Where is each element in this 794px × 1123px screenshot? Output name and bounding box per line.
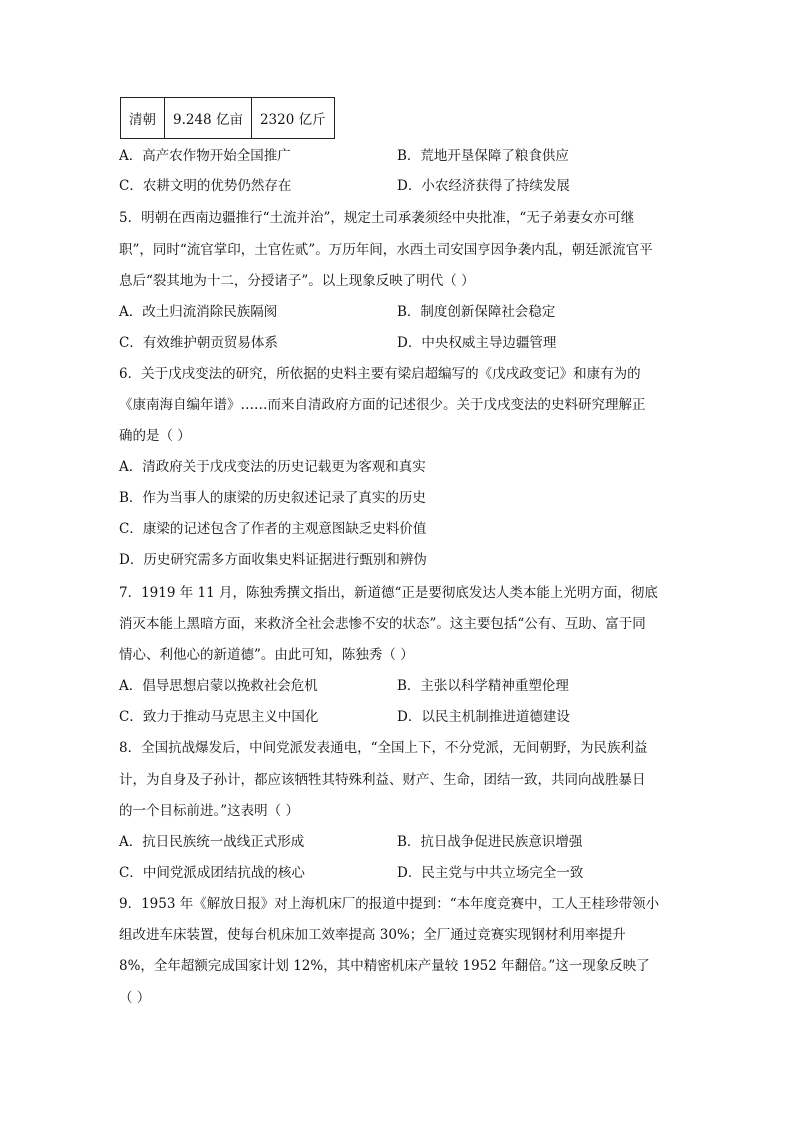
q6-stem-line-1: 6．关于戊戌变法的研究，所依据的史料主要有梁启超编写的《戊戌政变记》和康有为的 xyxy=(119,366,641,382)
q7-option-c: C．致力于推动马克思主义中国化 xyxy=(119,709,319,725)
q6-option-c: C．康梁的记述包含了作者的主观意图缺乏史料价值 xyxy=(119,521,427,537)
q6-stem-line-2: 《康南海自编年谱》……而来自清政府方面的记述很少。关于戊戌变法的史料研究理解正 xyxy=(119,397,646,413)
q5-stem-line-3: 息后“裂其地为十二，分授诸子”。以上现象反映了明代（ ） xyxy=(119,273,475,289)
q4-option-a: A．高产农作物开始全国推广 xyxy=(119,148,291,164)
q5-option-c: C．有效维护朝贡贸易体系 xyxy=(119,335,278,351)
q8-option-d: D．民主党与中共立场完全一致 xyxy=(397,865,584,881)
q7-stem-line-2: 消灭本能上黑暗方面，来救济全社会悲惨不安的状态”。这主要包括“公有、互助、富于同 xyxy=(119,616,646,632)
q7-option-a: A．倡导思想启蒙以挽救社会危机 xyxy=(119,678,318,694)
q8-option-a: A．抗日民族统一战线正式形成 xyxy=(119,834,305,850)
q6-option-b: B．作为当事人的康梁的历史叙述记录了真实的历史 xyxy=(119,490,426,506)
q7-option-b: B．主张以科学精神重塑伦理 xyxy=(397,678,569,694)
q9-stem-line-2: 组改进车床装置，使每台机床加工效率提高 30%；全厂通过竞赛实现钢材利用率提升 xyxy=(119,927,626,943)
q7-option-d: D．以民主机制推进道德建设 xyxy=(397,709,570,725)
table-cell-yield: 2320 亿斤 xyxy=(251,98,334,139)
data-table xyxy=(120,97,335,139)
q4-option-d: D．小农经济获得了持续发展 xyxy=(397,178,570,194)
q6-option-d: D．历史研究需多方面收集史料证据进行甄别和辨伪 xyxy=(119,552,427,568)
table-cell-dynasty: 清朝 xyxy=(121,98,165,139)
q6-option-a: A．清政府关于戊戌变法的历史记载更为客观和真实 xyxy=(119,459,426,475)
q4-option-b: B．荒地开垦保障了粮食供应 xyxy=(397,148,569,164)
table-row xyxy=(121,98,335,139)
q5-option-b: B．制度创新保障社会稳定 xyxy=(397,304,556,320)
q9-stem-line-1: 9．1953 年《解放日报》对上海机床厂的报道中提到：“本年度竞赛中，工人王桂珍带领小 xyxy=(119,896,660,912)
q8-stem-line-2: 计，为自身及子孙计，都应该牺牲其特殊利益、财产、生命，团结一致，共同向战胜暴日 xyxy=(119,772,646,788)
q7-stem-line-1: 7．1919 年 11 月，陈独秀撰文指出，新道德“正是要彻底发达人类本能上光明方面，彻底 xyxy=(119,585,658,601)
q5-option-d: D．中央权威主导边疆管理 xyxy=(397,335,557,351)
q9-stem-line-4: （ ） xyxy=(119,990,151,1006)
q5-stem-line-2: 职”，同时“流官掌印，土官佐贰”。万历年间，水西土司安国亨因争袭内乱，朝廷派流官平 xyxy=(119,242,653,258)
table-cell-area: 9.248 亿亩 xyxy=(165,98,252,139)
q8-stem-line-1: 8．全国抗战爆发后，中间党派发表通电，“全国上下，不分党派，无间朝野，为民族利益 xyxy=(119,740,648,756)
q5-option-a: A．改土归流消除民族隔阂 xyxy=(119,304,278,320)
q6-stem-line-3: 确的是（ ） xyxy=(119,428,191,444)
q8-option-b: B．抗日战争促进民族意识增强 xyxy=(397,834,583,850)
q9-stem-line-3: 8%，全年超额完成国家计划 12%，其中精密机床产量较 1952 年翻倍。”这一现象反映了 xyxy=(119,958,650,974)
q4-option-c: C．农耕文明的优势仍然存在 xyxy=(119,178,292,194)
q5-stem-line-1: 5．明朝在西南边疆推行“土流并治”，规定土司承袭须经中央批准，“无子弟妻女亦可继 xyxy=(119,210,635,226)
q7-stem-line-3: 情心、利他心的新道德”。由此可知，陈独秀（ ） xyxy=(119,647,414,663)
q8-option-c: C．中间党派成团结抗战的核心 xyxy=(119,865,305,881)
q8-stem-line-3: 的一个目标前进。”这表明（ ） xyxy=(119,803,299,819)
